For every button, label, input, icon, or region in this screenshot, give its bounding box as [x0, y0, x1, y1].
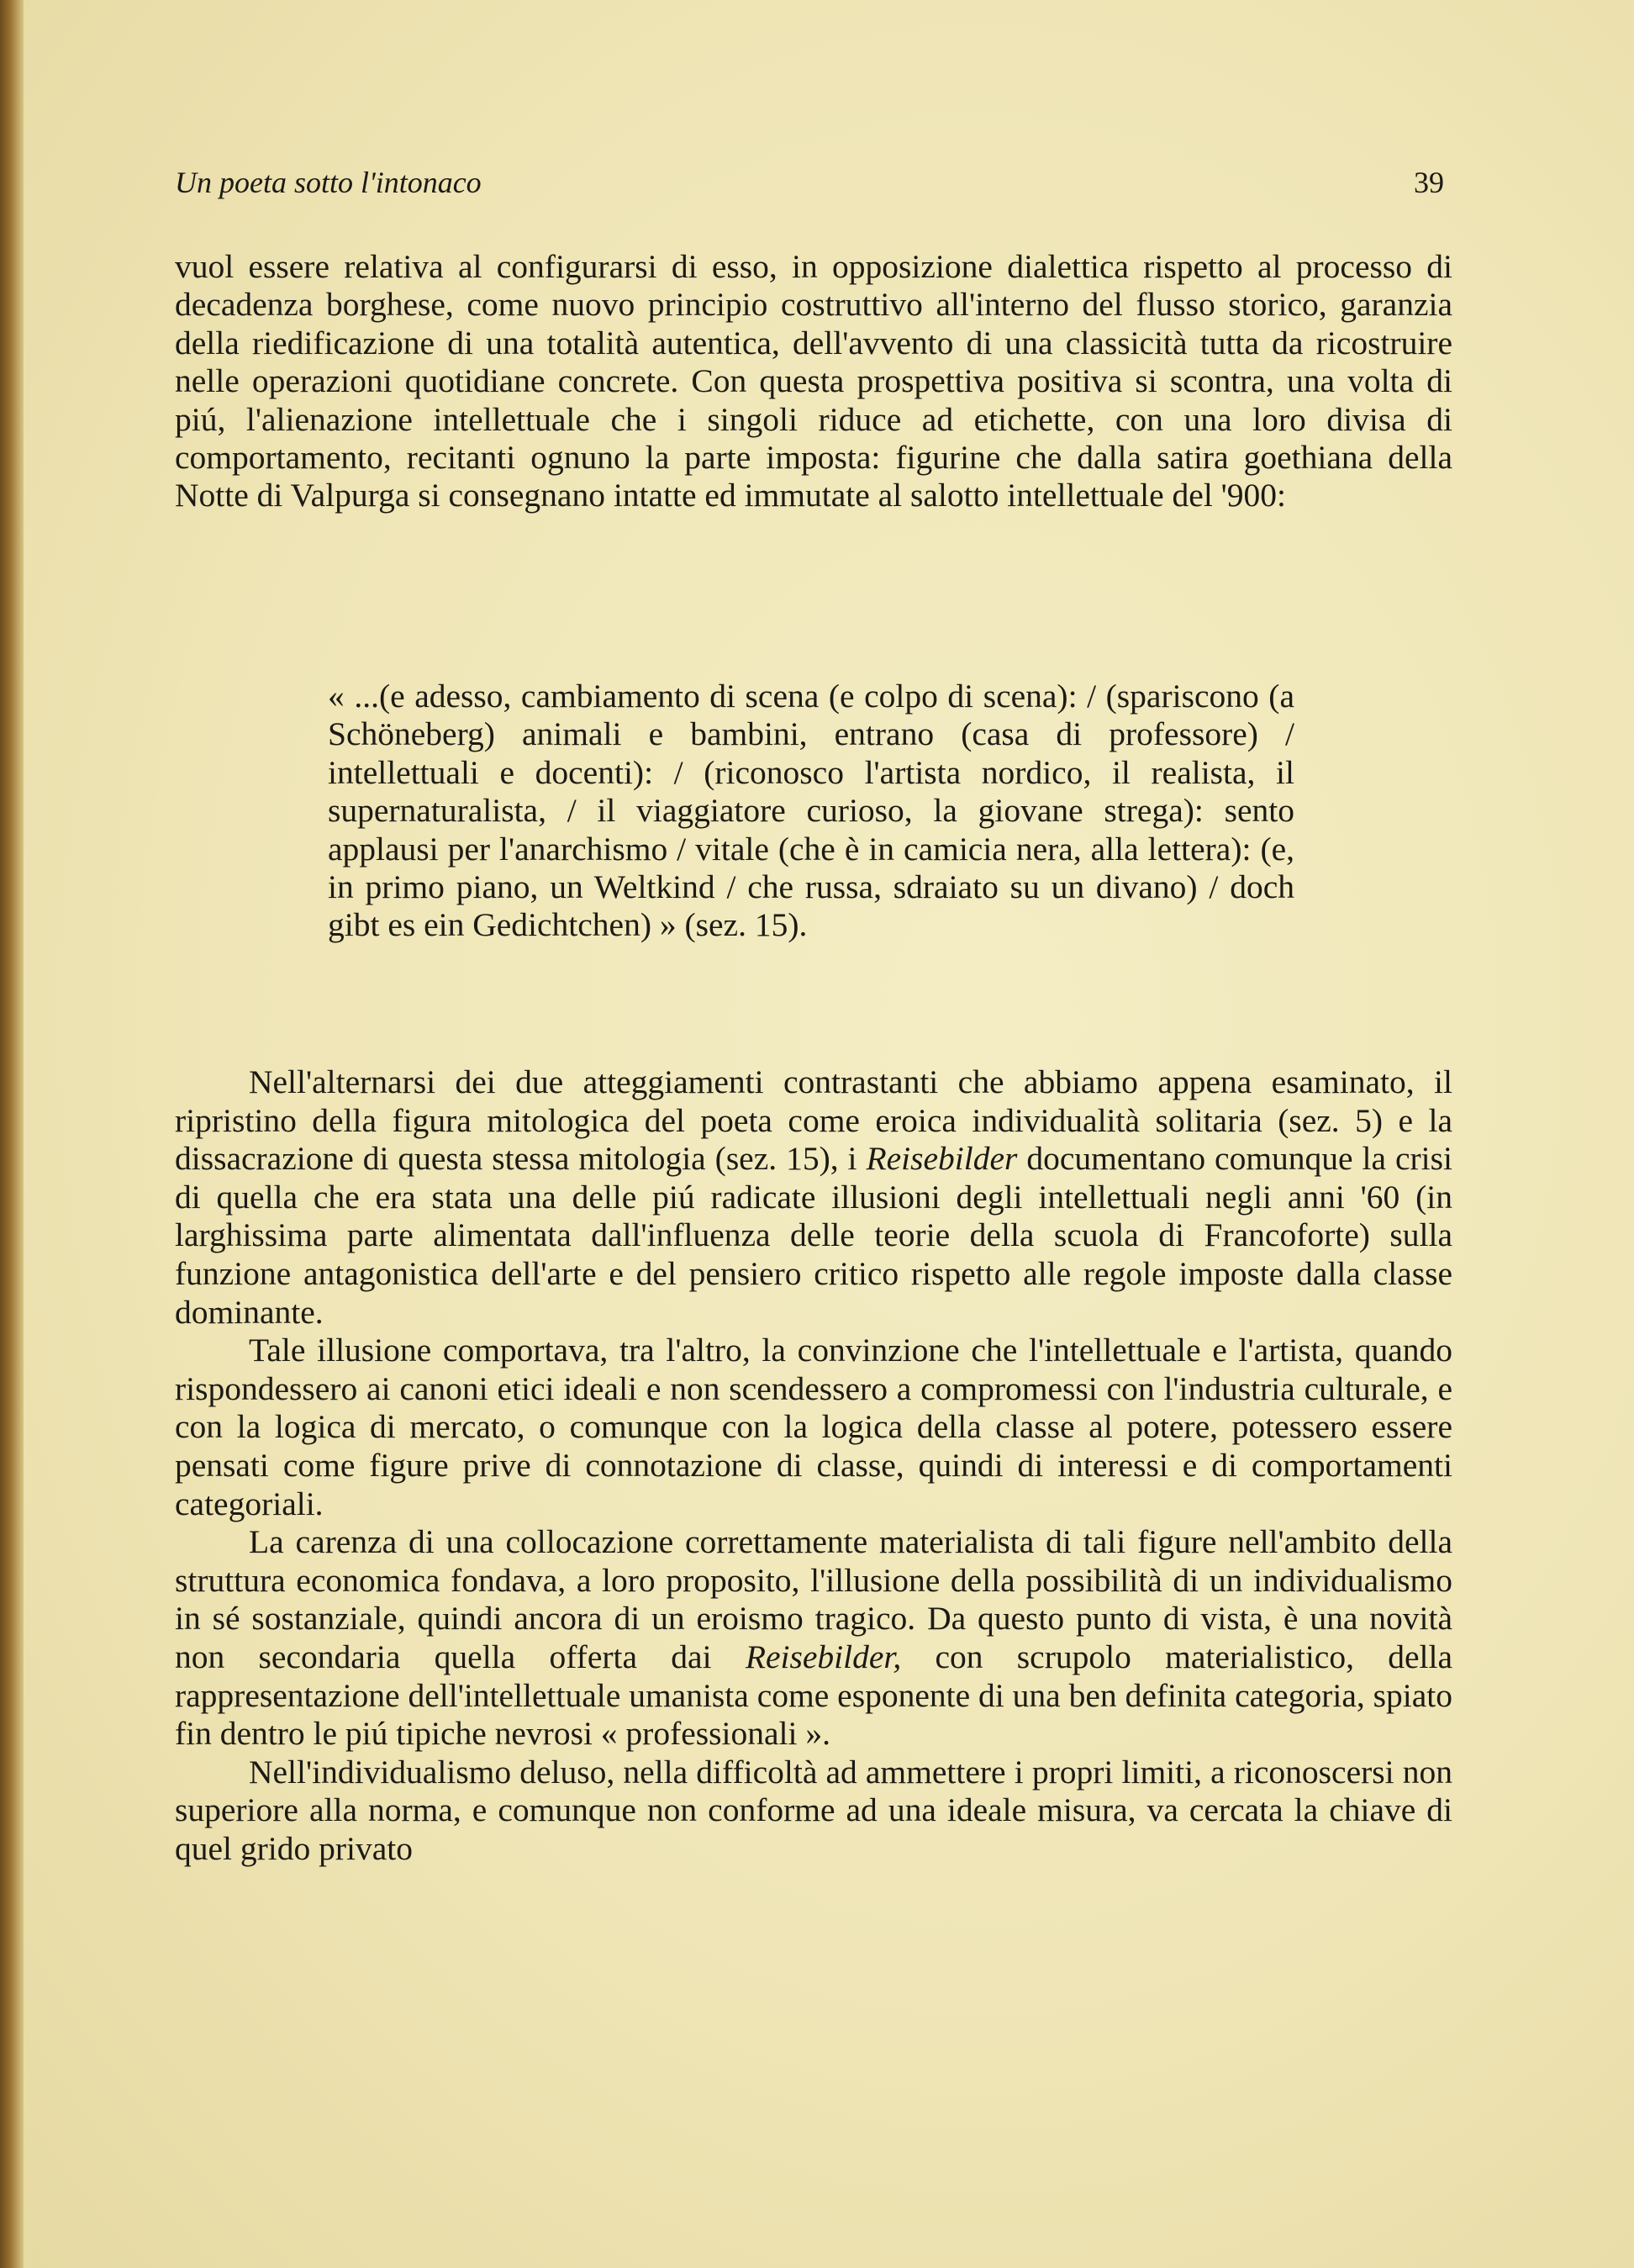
running-title: Un poeta sotto l'intonaco — [175, 166, 482, 199]
paragraph-4-title: Reisebilder, — [745, 1638, 902, 1675]
paragraph-2-text-b: documentano comunque la crisi di quella che era stata una delle piú radicate illusioni degli intellettuali negli anni '60 (in larghissima parte alimentata dall'influenza delle teorie della scuola di Francoforte) sulla funzione antagonistica dell'arte e del pensiero critico rispetto alle regole imposte dalla classe dominante. — [175, 1140, 1452, 1331]
body-text-upper — [175, 248, 1452, 515]
running-head — [175, 161, 1444, 203]
quote-text: « ...(e adesso, cambiamento di scena (e colpo di scena): / (spariscono (a Schöneberg) animali e bambini, entrano (casa di professore) / intellettuali e docenti): / (riconosco l'artista nordico, il realista, il supernaturalista, / il viaggiatore curioso, la giovane strega): sento applausi per l'anarchismo / vitale (che è in camicia nera, alla lettera): (e, in primo piano, un Weltkind / che russa, sdraiato su un divano) / doch gibt es ein Gedichtchen) » (sez. 15). — [328, 678, 1294, 944]
page-number: 39 — [1414, 166, 1444, 199]
block-quote — [328, 678, 1294, 945]
paragraph-2 — [175, 1063, 1452, 1332]
paragraph-3: Tale illusione comportava, tra l'altro, la convinzione che l'intellettuale e l'artista, quando rispondessero ai canoni etici ideali e non scendessero a compromessi con l'industria culturale, e con la logica di mercato, o comunque con la logica della classe al potere, potessero essere pensati come figure prive di connotazione di classe, quindi di interessi e di comportamenti categoriali. — [175, 1332, 1452, 1522]
body-text-lower — [175, 1063, 1452, 1868]
paragraph-5: Nell'individualismo deluso, nella difficoltà ad ammettere i propri limiti, a riconoscersi non superiore alla norma, e comunque non conforme ad una ideale misura, va cercata la chiave di quel grido privato — [175, 1753, 1452, 1867]
paragraph-continuation: vuol essere relativa al configurarsi di esso, in opposizione dialettica rispetto al processo di decadenza borghese, come nuovo principio costruttivo all'interno del flusso storico, garanzia della riedificazione di una totalità autentica, dell'avvento di una classicità tutta da ricostruire nelle operazioni quotidiane concrete. Con questa prospettiva positiva si scontra, una volta di piú, l'alienazione intellettuale che i singoli riduce ad etichette, con una loro divisa di comportamento, recitanti ognuno la parte imposta: figurine che dalla satira goethiana della Notte di Valpurga si consegnano intatte ed immutate al salotto intellettuale del '900: — [175, 248, 1452, 514]
paragraph-4-text-a: La carenza di una collocazione correttamente materialista di tali figure nell'ambito della struttura economica fondava, a loro proposito, l'illusione della possibilità di un individualismo in sé sostanziale, quindi ancora di un eroismo tragico. Da questo punto di vista, è una novità non secondaria quella offerta dai — [175, 1523, 1452, 1675]
paragraph-2-text-a: Nell'alternarsi dei due atteggiamenti contrastanti che abbiamo appena esaminato, il ripristino della figura mitologica del poeta come eroica individualità solitaria (sez. 5) e la dissacrazione di questa stessa mitologia (sez. 15), i — [175, 1063, 1452, 1178]
paragraph-4-text-b: con scrupolo materialistico, della rappresentazione dell'intellettuale umanista come esponente di una ben definita categoria, spiato fin dentro le piú tipiche nevrosi « professionali ». — [175, 1638, 1452, 1753]
paragraph-4 — [175, 1523, 1452, 1754]
paragraph-2-title: Reisebilder — [866, 1140, 1018, 1178]
page-binding-shadow — [0, 0, 24, 2268]
